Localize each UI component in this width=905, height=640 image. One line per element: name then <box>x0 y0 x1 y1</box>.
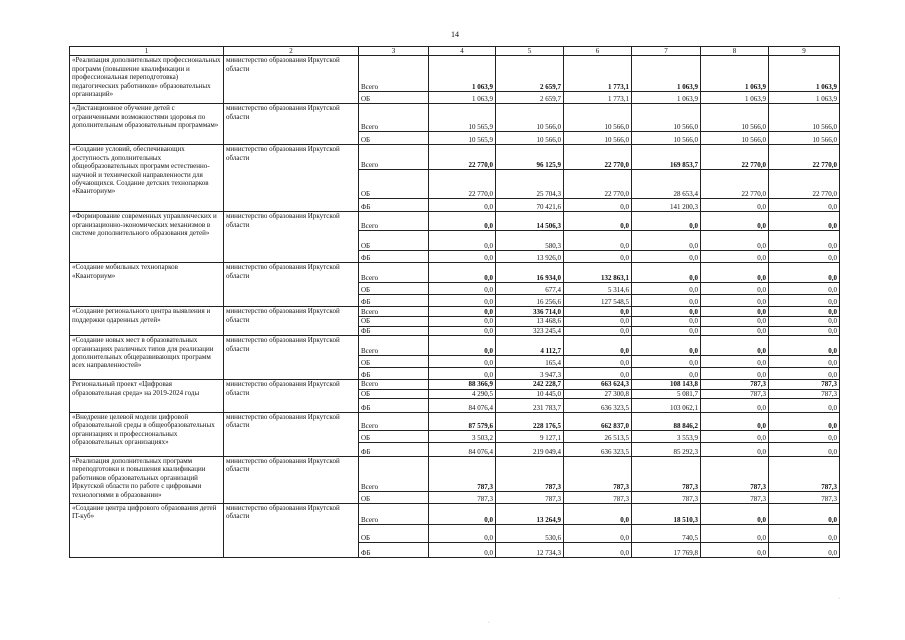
funding-value: 219 049,4 <box>496 443 564 457</box>
funding-value: 0,0 <box>429 251 496 263</box>
funding-value: 0,0 <box>769 317 840 326</box>
funding-value: 0,0 <box>701 326 769 335</box>
funding-value: 580,3 <box>496 231 564 251</box>
funding-value: 787,3 <box>564 492 632 504</box>
funding-value: 787,3 <box>632 457 701 492</box>
funding-value: 0,0 <box>701 368 769 380</box>
column-number: 2 <box>224 47 359 56</box>
funding-value: 5 081,7 <box>632 389 701 398</box>
funding-value: 0,0 <box>564 251 632 263</box>
funding-value: 22 770,0 <box>429 145 496 170</box>
funding-value: 2 659,7 <box>496 92 564 104</box>
table-row <box>70 336 840 356</box>
column-number: 7 <box>632 47 701 56</box>
funding-value: 0,0 <box>632 283 701 295</box>
funding-source: ФБ <box>359 326 429 335</box>
funding-source: Всего <box>359 380 429 389</box>
funding-source: ОБ <box>359 356 429 368</box>
funding-source: ОБ <box>359 283 429 295</box>
funding-value: 0,0 <box>564 504 632 525</box>
funding-value: 0,0 <box>701 543 769 558</box>
funding-value: 0,0 <box>429 368 496 380</box>
funding-value: 84 076,4 <box>429 443 496 457</box>
funding-value: 0,0 <box>429 525 496 543</box>
funding-value: 1 063,9 <box>769 56 840 92</box>
funding-value: 0,0 <box>769 525 840 543</box>
funding-value: 108 143,8 <box>632 380 701 389</box>
funding-value: 0,0 <box>769 336 840 356</box>
funding-value: 1 063,9 <box>632 92 701 104</box>
funding-value: 5 314,6 <box>564 283 632 295</box>
table-row <box>70 307 840 317</box>
funding-value: 4 290,5 <box>429 389 496 398</box>
funding-value: 10 566,0 <box>496 132 564 145</box>
funding-value: 787,3 <box>701 457 769 492</box>
funding-value: 14 506,3 <box>496 212 564 231</box>
funding-value: 16 934,0 <box>496 263 564 283</box>
funding-value: 96 125,9 <box>496 145 564 170</box>
funding-value: 70 421,6 <box>496 199 564 212</box>
funding-value: 0,0 <box>701 283 769 295</box>
funding-value: 0,0 <box>769 413 840 431</box>
funding-value: 0,0 <box>632 295 701 307</box>
funding-value: 18 510,3 <box>632 504 701 525</box>
funding-value: 22 770,0 <box>769 170 840 199</box>
funding-source: ОБ <box>359 132 429 145</box>
funding-source: Всего <box>359 212 429 231</box>
funding-value: 1 063,9 <box>769 92 840 104</box>
funding-value: 0,0 <box>429 356 496 368</box>
funding-value: 87 579,6 <box>429 413 496 431</box>
funding-value: 0,0 <box>701 399 769 413</box>
column-number: 5 <box>496 47 564 56</box>
funding-value: 13 926,0 <box>496 251 564 263</box>
funding-value: 10 566,0 <box>769 132 840 145</box>
funding-source: ФБ <box>359 251 429 263</box>
funding-value: 10 565,9 <box>429 104 496 132</box>
funding-value: 787,3 <box>632 492 701 504</box>
column-number: 6 <box>564 47 632 56</box>
table-body <box>70 56 840 558</box>
funding-value: 10 566,0 <box>769 104 840 132</box>
funding-value: 4 112,7 <box>496 336 564 356</box>
column-number: 1 <box>70 47 224 56</box>
funding-value: 3 947,3 <box>496 368 564 380</box>
funding-value: 0,0 <box>632 356 701 368</box>
responsible-org: министерство образования Иркутской области <box>224 307 359 336</box>
funding-value: 0,0 <box>701 431 769 443</box>
funding-value: 1 063,9 <box>429 92 496 104</box>
funding-value: 165,4 <box>496 356 564 368</box>
table-row <box>70 504 840 525</box>
funding-value: 0,0 <box>564 212 632 231</box>
funding-value: 231 783,7 <box>496 399 564 413</box>
responsible-org: министерство образования Иркутской области <box>224 413 359 457</box>
funding-value: 0,0 <box>769 307 840 317</box>
funding-value: 1 063,9 <box>701 92 769 104</box>
funding-value: 323 245,4 <box>496 326 564 335</box>
project-name: «Создание регионального центра выявления и поддержки одаренных детей» <box>70 307 224 336</box>
funding-value: 0,0 <box>769 356 840 368</box>
funding-value: 228 176,5 <box>496 413 564 431</box>
funding-value: 0,0 <box>429 307 496 317</box>
funding-value: 0,0 <box>769 368 840 380</box>
funding-value: 662 837,0 <box>564 413 632 431</box>
funding-value: 787,3 <box>769 389 840 398</box>
margin-mark: · <box>488 620 490 626</box>
funding-value: 10 566,0 <box>632 132 701 145</box>
funding-value: 3 553,9 <box>632 431 701 443</box>
funding-value: 22 770,0 <box>429 170 496 199</box>
column-number-row <box>70 47 840 56</box>
table-row <box>70 263 840 283</box>
responsible-org: министерство образования Иркутской области <box>224 336 359 380</box>
funding-value: 0,0 <box>429 231 496 251</box>
funding-value: 0,0 <box>564 525 632 543</box>
funding-value: 9 127,1 <box>496 431 564 443</box>
funding-value: 0,0 <box>701 356 769 368</box>
funding-value: 0,0 <box>632 368 701 380</box>
funding-value: 0,0 <box>564 368 632 380</box>
table-row <box>70 380 840 389</box>
funding-value: 0,0 <box>429 199 496 212</box>
funding-value: 0,0 <box>564 317 632 326</box>
funding-value: 12 734,3 <box>496 543 564 558</box>
funding-value: 677,4 <box>496 283 564 295</box>
table-row <box>70 457 840 492</box>
funding-value: 1 063,9 <box>429 56 496 92</box>
funding-source: Всего <box>359 307 429 317</box>
funding-value: 10 566,0 <box>701 104 769 132</box>
project-name: «Внедрение целевой модели цифровой образовательной среды в общеобразовательных организациях и профессиональных образовательных организациях» <box>70 413 224 457</box>
funding-value: 3 503,2 <box>429 431 496 443</box>
funding-value: 787,3 <box>769 457 840 492</box>
funding-value: 0,0 <box>564 231 632 251</box>
funding-value: 0,0 <box>632 263 701 283</box>
funding-value: 0,0 <box>564 543 632 558</box>
funding-value: 0,0 <box>564 336 632 356</box>
funding-value: 663 624,3 <box>564 380 632 389</box>
funding-value: 0,0 <box>701 443 769 457</box>
funding-table <box>69 46 840 558</box>
funding-value: 0,0 <box>769 443 840 457</box>
responsible-org: министерство образования Иркутской области <box>224 56 359 104</box>
funding-value: 2 659,7 <box>496 56 564 92</box>
funding-value: 787,3 <box>564 457 632 492</box>
funding-value: 27 300,8 <box>564 389 632 398</box>
funding-value: 13 264,9 <box>496 504 564 525</box>
funding-value: 0,0 <box>769 283 840 295</box>
funding-value: 0,0 <box>701 307 769 317</box>
funding-value: 0,0 <box>769 295 840 307</box>
funding-value: 0,0 <box>632 307 701 317</box>
table-row <box>70 212 840 231</box>
funding-value: 85 292,3 <box>632 443 701 457</box>
funding-value: 0,0 <box>701 295 769 307</box>
funding-source: ОБ <box>359 231 429 251</box>
funding-value: 169 853,7 <box>632 145 701 170</box>
funding-value: 28 653,4 <box>632 170 701 199</box>
funding-value: 0,0 <box>769 263 840 283</box>
funding-value: 127 548,5 <box>564 295 632 307</box>
funding-value: 0,0 <box>564 326 632 335</box>
funding-value: 0,0 <box>429 326 496 335</box>
responsible-org: министерство образования Иркутской области <box>224 504 359 558</box>
funding-source: ФБ <box>359 543 429 558</box>
funding-value: 0,0 <box>429 295 496 307</box>
funding-value: 26 513,5 <box>564 431 632 443</box>
funding-value: 10 566,0 <box>632 104 701 132</box>
project-name: «Создание условий, обеспечивающих доступность дополнительных общеобразовательных программ естественно-научной и технической направленности для обучающихся. Создание детских технопарков «Кванториум» <box>70 145 224 212</box>
funding-value: 88 846,2 <box>632 413 701 431</box>
funding-value: 787,3 <box>429 457 496 492</box>
funding-value: 10 566,0 <box>496 104 564 132</box>
funding-value: 132 863,1 <box>564 263 632 283</box>
funding-value: 530,6 <box>496 525 564 543</box>
funding-source: ОБ <box>359 431 429 443</box>
project-name: «Формирование современных управленческих и организационно-экономических механизмов в системе дополнительного образования детей» <box>70 212 224 263</box>
funding-value: 0,0 <box>701 263 769 283</box>
funding-value: 0,0 <box>769 543 840 558</box>
funding-value: 13 468,6 <box>496 317 564 326</box>
project-name: «Дистанционное обучение детей с ограниченными возможностями здоровья по дополнительным образовательным программам» <box>70 104 224 145</box>
funding-value: 0,0 <box>701 251 769 263</box>
funding-value: 636 323,5 <box>564 399 632 413</box>
funding-value: 0,0 <box>632 336 701 356</box>
funding-source: Всего <box>359 145 429 170</box>
funding-source: ОБ <box>359 525 429 543</box>
funding-value: 0,0 <box>701 231 769 251</box>
funding-value: 84 076,4 <box>429 399 496 413</box>
funding-value: 22 770,0 <box>701 170 769 199</box>
funding-source: Всего <box>359 104 429 132</box>
project-name: «Создание центра цифрового образования детей IT-куб» <box>70 504 224 558</box>
funding-value: 0,0 <box>701 317 769 326</box>
funding-value: 1 773,1 <box>564 92 632 104</box>
funding-value: 0,0 <box>701 504 769 525</box>
funding-value: 10 566,0 <box>701 132 769 145</box>
funding-value: 0,0 <box>701 336 769 356</box>
funding-value: 0,0 <box>701 212 769 231</box>
project-name: «Создание мобильных технопарков «Кванториум» <box>70 263 224 307</box>
funding-value: 0,0 <box>429 283 496 295</box>
funding-source: Всего <box>359 56 429 92</box>
funding-source: Всего <box>359 504 429 525</box>
funding-value: 0,0 <box>701 525 769 543</box>
responsible-org: министерство образования Иркутской области <box>224 380 359 413</box>
responsible-org: министерство образования Иркутской области <box>224 212 359 263</box>
funding-value: 0,0 <box>564 199 632 212</box>
funding-source: Всего <box>359 457 429 492</box>
funding-source: Всего <box>359 263 429 283</box>
table-row <box>70 56 840 92</box>
column-number: 4 <box>429 47 496 56</box>
funding-value: 787,3 <box>429 492 496 504</box>
funding-value: 22 770,0 <box>769 145 840 170</box>
column-number: 8 <box>701 47 769 56</box>
funding-value: 22 770,0 <box>564 145 632 170</box>
funding-value: 740,5 <box>632 525 701 543</box>
project-name: «Создание новых мест в образовательных организациях различных типов для реализации дополнительных общеразвивающих программ всех направленностей» <box>70 336 224 380</box>
funding-source: ФБ <box>359 368 429 380</box>
margin-mark: · <box>838 596 840 602</box>
funding-value: 0,0 <box>632 231 701 251</box>
funding-value: 10 566,0 <box>564 132 632 145</box>
funding-source: ОБ <box>359 389 429 398</box>
funding-source: Всего <box>359 413 429 431</box>
funding-value: 0,0 <box>429 263 496 283</box>
responsible-org: министерство образования Иркутской области <box>224 145 359 212</box>
funding-source: ФБ <box>359 443 429 457</box>
funding-value: 1 773,1 <box>564 56 632 92</box>
funding-value: 88 366,9 <box>429 380 496 389</box>
funding-value: 0,0 <box>429 336 496 356</box>
responsible-org: министерство образования Иркутской области <box>224 263 359 307</box>
funding-value: 787,3 <box>769 380 840 389</box>
funding-value: 0,0 <box>564 356 632 368</box>
funding-value: 0,0 <box>429 504 496 525</box>
funding-value: 103 062,1 <box>632 399 701 413</box>
funding-value: 0,0 <box>564 307 632 317</box>
funding-value: 0,0 <box>769 212 840 231</box>
funding-value: 0,0 <box>769 231 840 251</box>
funding-source: ОБ <box>359 317 429 326</box>
funding-value: 0,0 <box>632 212 701 231</box>
funding-source: ФБ <box>359 295 429 307</box>
funding-value: 1 063,9 <box>632 56 701 92</box>
funding-value: 141 200,3 <box>632 199 701 212</box>
funding-value: 0,0 <box>429 212 496 231</box>
funding-source: ФБ <box>359 199 429 212</box>
funding-value: 636 323,5 <box>564 443 632 457</box>
funding-source: Всего <box>359 336 429 356</box>
funding-value: 10 445,0 <box>496 389 564 398</box>
funding-value: 22 770,0 <box>564 170 632 199</box>
funding-source: ОБ <box>359 492 429 504</box>
funding-value: 22 770,0 <box>701 145 769 170</box>
funding-value: 0,0 <box>701 413 769 431</box>
funding-source: ФБ <box>359 399 429 413</box>
funding-value: 787,3 <box>701 389 769 398</box>
responsible-org: министерство образования Иркутской области <box>224 457 359 504</box>
funding-value: 787,3 <box>496 492 564 504</box>
funding-value: 0,0 <box>632 317 701 326</box>
table-row <box>70 145 840 170</box>
funding-value: 16 256,6 <box>496 295 564 307</box>
funding-value: 787,3 <box>496 457 564 492</box>
funding-value: 0,0 <box>429 317 496 326</box>
funding-value: 787,3 <box>701 492 769 504</box>
funding-value: 10 566,0 <box>564 104 632 132</box>
table-row <box>70 104 840 132</box>
funding-value: 787,3 <box>769 492 840 504</box>
funding-value: 787,3 <box>701 380 769 389</box>
funding-value: 0,0 <box>769 399 840 413</box>
funding-value: 0,0 <box>769 504 840 525</box>
funding-value: 17 769,8 <box>632 543 701 558</box>
funding-value: 242 228,7 <box>496 380 564 389</box>
project-name: Региональный проект «Цифровая образовательная среда» на 2019-2024 годы <box>70 380 224 413</box>
funding-value: 0,0 <box>701 199 769 212</box>
column-number: 9 <box>769 47 840 56</box>
funding-value: 0,0 <box>769 199 840 212</box>
funding-value: 1 063,9 <box>701 56 769 92</box>
responsible-org: министерство образования Иркутской области <box>224 104 359 145</box>
project-name: «Реализация дополнительных программ переподготовки и повышения квалификации работников образовательных организаций Иркутской области по работе с цифровыми технологиями в образовании» <box>70 457 224 504</box>
funding-value: 0,0 <box>429 543 496 558</box>
funding-value: 25 704,3 <box>496 170 564 199</box>
funding-value: 0,0 <box>632 326 701 335</box>
funding-source: ОБ <box>359 170 429 199</box>
page-number: 14 <box>451 30 459 39</box>
funding-value: 0,0 <box>632 251 701 263</box>
table-row <box>70 413 840 431</box>
funding-value: 10 565,9 <box>429 132 496 145</box>
project-name: «Реализация дополнительных профессиональных программ (повышение квалификации и профессиональная переподготовка) педагогических работников» образовательных организаций» <box>70 56 224 104</box>
funding-source: ОБ <box>359 92 429 104</box>
funding-value: 0,0 <box>769 251 840 263</box>
funding-value: 336 714,0 <box>496 307 564 317</box>
funding-value: 0,0 <box>769 326 840 335</box>
column-number: 3 <box>359 47 429 56</box>
funding-value: 0,0 <box>769 431 840 443</box>
